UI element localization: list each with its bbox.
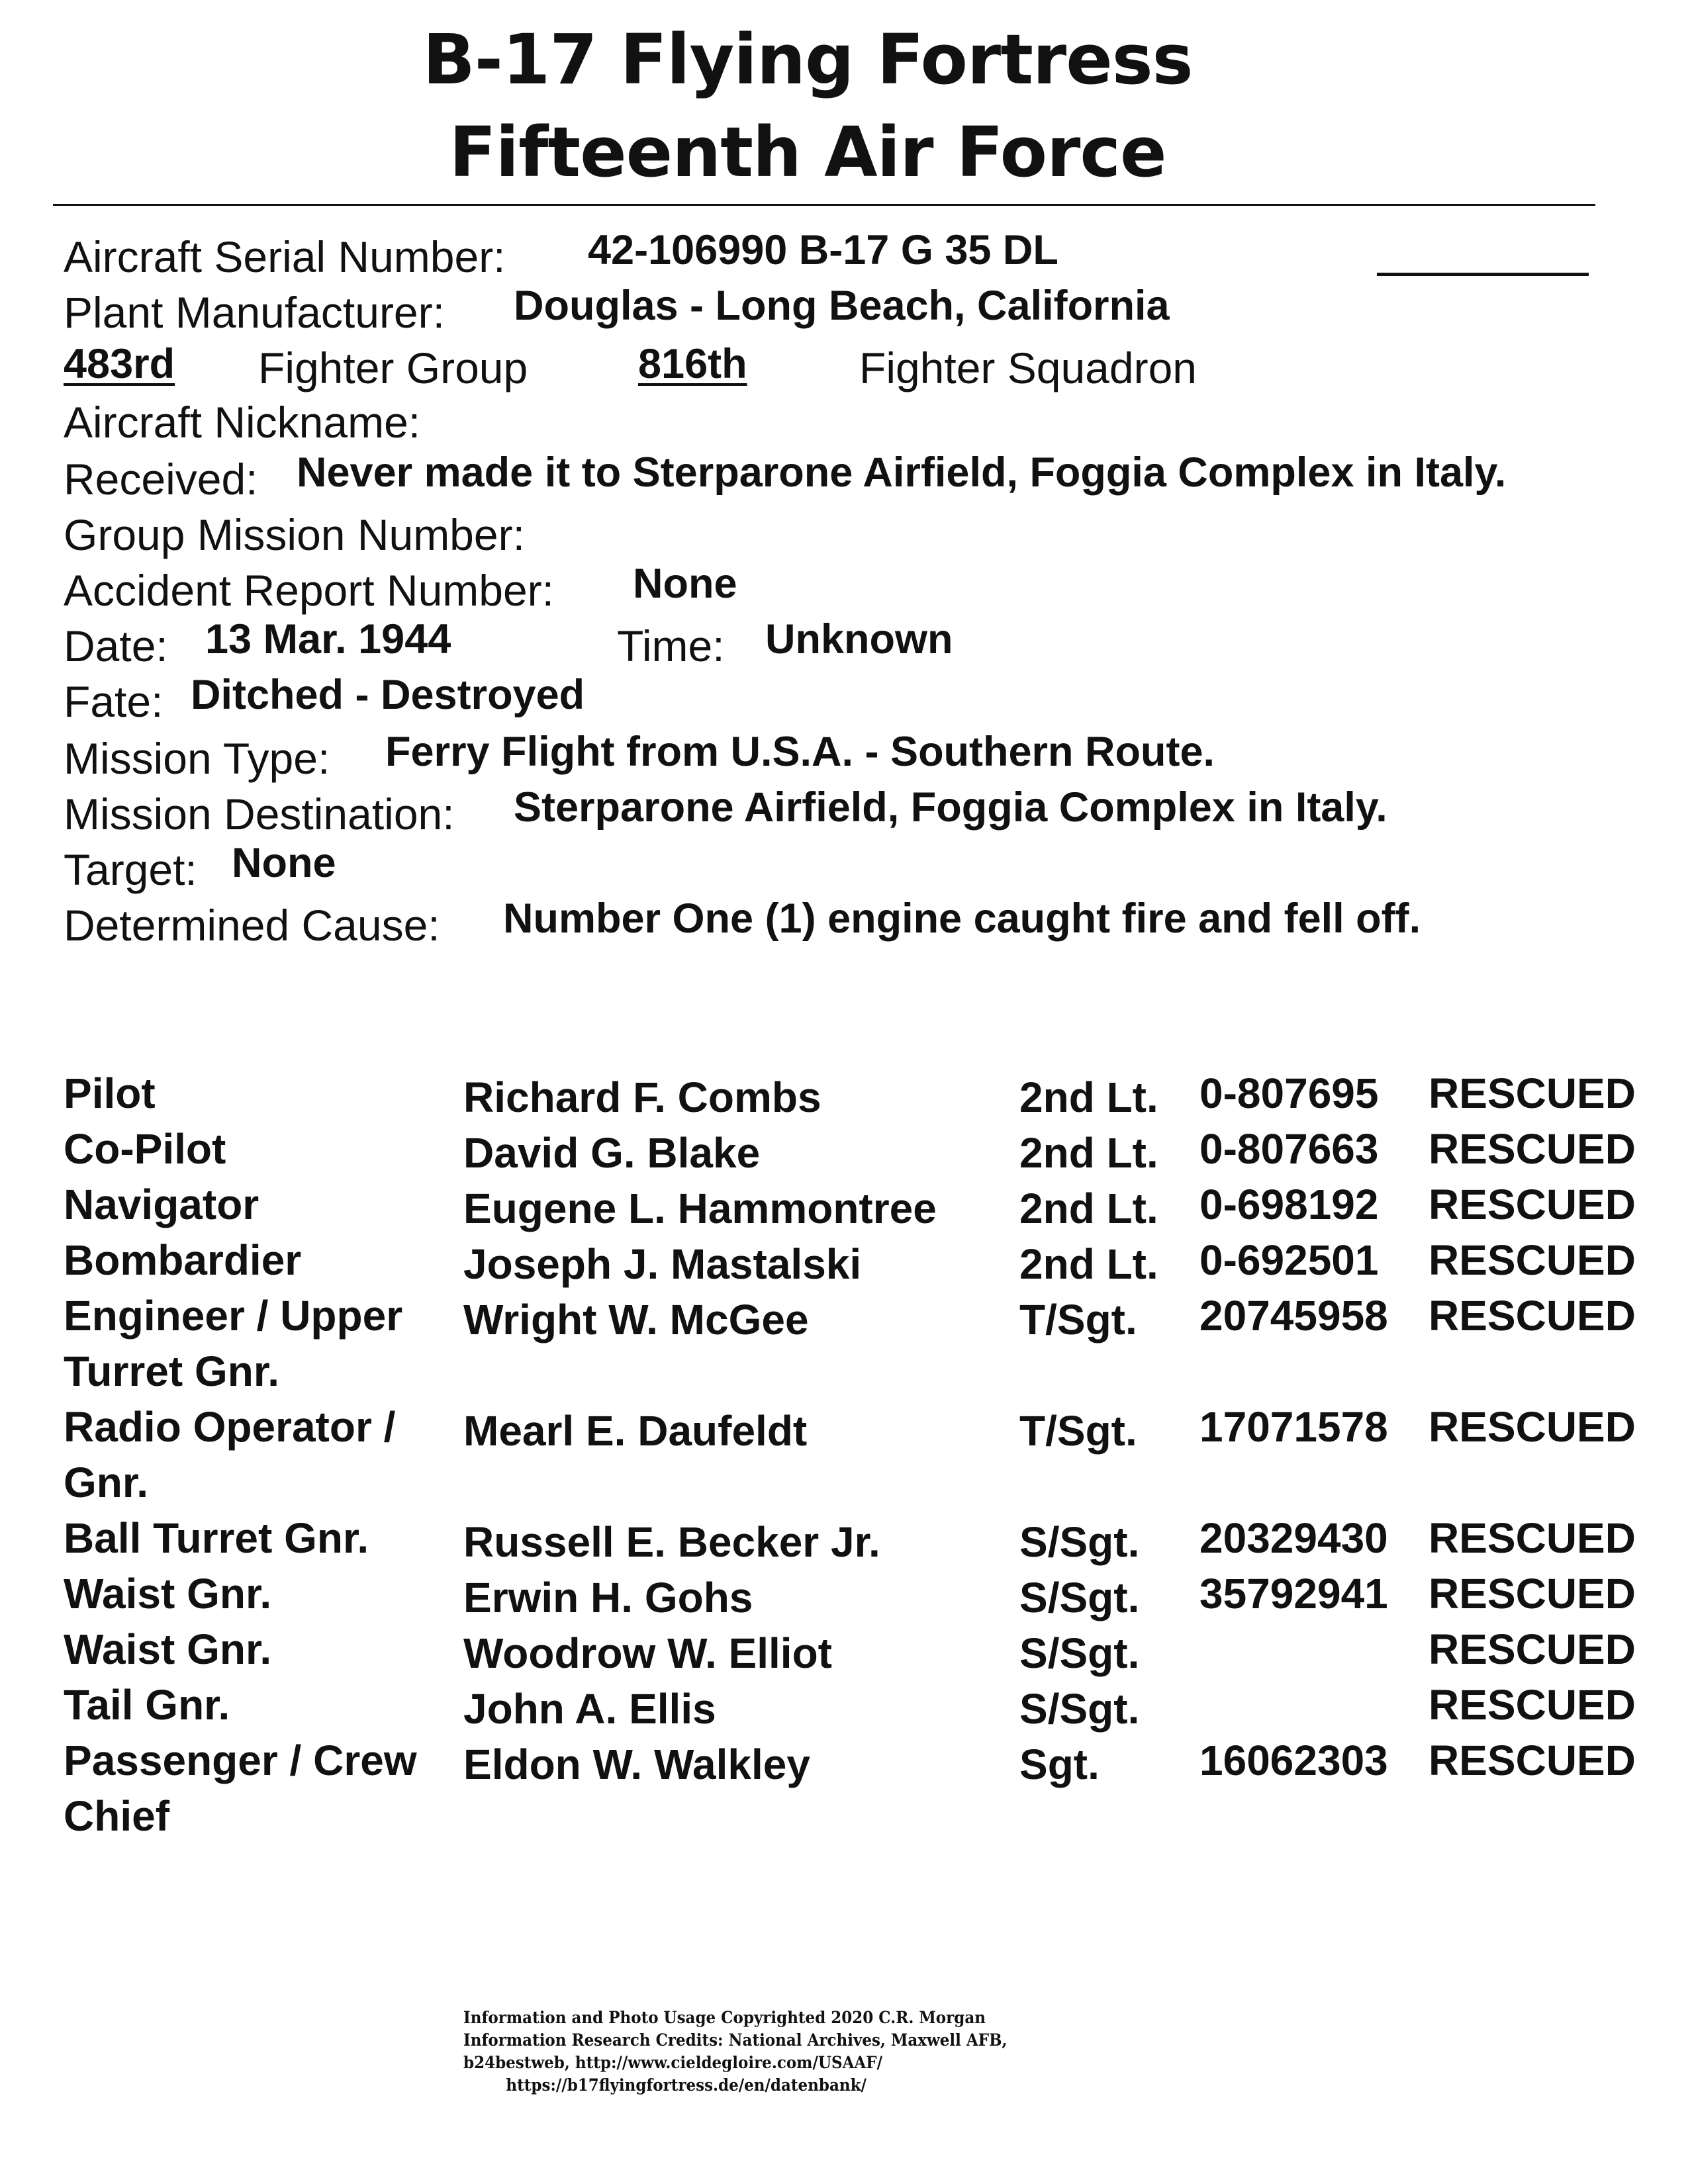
crew-position: Radio Operator / Gnr. [64,1403,396,1506]
crew-position: Passenger / Crew Chief [64,1737,417,1840]
crew-status: RESCUED [1429,1737,1636,1784]
date-label: Date: [64,621,168,670]
crew-serial: 0-698192 [1199,1181,1379,1228]
footer-line2: Information Research Credits: National Archives, Maxwell AFB, [463,2030,1008,2050]
crew-status: RESCUED [1429,1403,1636,1451]
target-label: Target: [64,845,197,894]
serial-value: 42-106990 B-17 G 35 DL [588,227,1058,273]
time-value: Unknown [765,616,953,662]
crew-position: Navigator [64,1181,259,1228]
crew-name: John A. Ellis [463,1685,716,1733]
crew-serial: 20745958 [1199,1292,1388,1340]
footer-line1: Information and Photo Usage Copyrighted 2020 C.R. Morgan [463,2008,986,2027]
destination-label: Mission Destination: [64,790,455,839]
crew-name: Erwin H. Gohs [463,1574,753,1621]
crew-serial: 17071578 [1199,1403,1388,1451]
crew-position: Engineer / Upper Turret Gnr. [64,1292,403,1395]
crew-name: Woodrow W. Elliot [463,1629,832,1677]
mission-type-label: Mission Type: [64,734,330,783]
accident-label: Accident Report Number: [64,566,554,615]
fate-label: Fate: [64,677,164,726]
squadron-value: 816th [638,341,747,387]
crew-name: David G. Blake [463,1129,761,1177]
group-mission-label: Group Mission Number: [64,510,525,559]
crew-position: Waist Gnr. [64,1570,272,1617]
squadron-label: Fighter Squadron [859,343,1197,392]
group-label: Fighter Group [258,343,528,392]
crew-status: RESCUED [1429,1514,1636,1562]
crew-status: RESCUED [1429,1181,1636,1228]
crew-name: Wright W. McGee [463,1296,809,1343]
crew-rank: S/Sgt. [1019,1518,1140,1566]
crew-rank: T/Sgt. [1019,1407,1137,1455]
crew-status: RESCUED [1429,1125,1636,1173]
cause-value: Number One (1) engine caught fire and fell off. [503,895,1421,942]
crew-serial: 16062303 [1199,1737,1388,1784]
crew-rank: T/Sgt. [1019,1296,1137,1343]
crew-status: RESCUED [1429,1681,1636,1729]
crew-rank: 2nd Lt. [1019,1073,1158,1121]
crew-position: Bombardier [64,1236,302,1284]
crew-name: Mearl E. Daufeldt [463,1407,808,1455]
crew-serial: 0-692501 [1199,1236,1379,1284]
date-value: 13 Mar. 1944 [205,616,451,662]
manufacturer-label: Plant Manufacturer: [64,288,445,337]
received-value: Never made it to Sterparone Airfield, Foggia Complex in Italy. [297,449,1507,496]
accident-value: None [633,561,737,607]
crew-status: RESCUED [1429,1292,1636,1340]
crew-serial: 35792941 [1199,1570,1388,1617]
crew-status: RESCUED [1429,1236,1636,1284]
cause-label: Determined Cause: [64,901,440,950]
crew-rank: 2nd Lt. [1019,1240,1158,1288]
crew-position: Ball Turret Gnr. [64,1514,369,1562]
destination-value: Sterparone Airfield, Foggia Complex in Italy. [514,784,1387,831]
serial-label: Aircraft Serial Number: [64,232,506,281]
manufacturer-value: Douglas - Long Beach, California [514,283,1170,329]
fate-value: Ditched - Destroyed [191,672,585,718]
crew-rank: S/Sgt. [1019,1574,1140,1621]
crew-name: Russell E. Becker Jr. [463,1518,880,1566]
nickname-label: Aircraft Nickname: [64,398,421,447]
crew-name: Richard F. Combs [463,1073,821,1121]
crew-position: Co-Pilot [64,1125,226,1173]
mission-type-value: Ferry Flight from U.S.A. - Southern Route. [385,729,1215,775]
target-value: None [232,840,336,886]
crew-serial: 0-807695 [1199,1069,1379,1117]
crew-name: Joseph J. Mastalski [463,1240,862,1288]
crew-serial: 20329430 [1199,1514,1388,1562]
time-label: Time: [617,621,725,670]
crew-status: RESCUED [1429,1069,1636,1117]
page-title-line2: Fifteenth Air Force [449,112,1166,193]
credits-footer [463,2007,1109,2097]
crew-rank: 2nd Lt. [1019,1129,1158,1177]
crew-serial: 0-807663 [1199,1125,1379,1173]
crew-position: Waist Gnr. [64,1625,272,1673]
title-divider [53,204,1595,206]
received-label: Received: [64,455,258,504]
crew-name: Eldon W. Walkley [463,1741,810,1788]
crew-position: Tail Gnr. [64,1681,230,1729]
crew-rank: 2nd Lt. [1019,1185,1158,1232]
crew-rank: Sgt. [1019,1741,1100,1788]
crew-position: Pilot [64,1069,156,1117]
footer-line4: https://b17flyingfortress.de/en/datenbank/ [506,2075,867,2095]
group-value: 483rd [64,341,175,387]
crew-status: RESCUED [1429,1570,1636,1617]
crew-status: RESCUED [1429,1625,1636,1673]
crew-rank: S/Sgt. [1019,1629,1140,1677]
blank-fill-line [1377,273,1589,276]
page-title-line1: B-17 Flying Fortress [422,19,1193,100]
footer-line3: b24bestweb, http://www.cieldegloire.com/USAAF/ [463,2053,883,2072]
crew-rank: S/Sgt. [1019,1685,1140,1733]
crew-name: Eugene L. Hammontree [463,1185,937,1232]
